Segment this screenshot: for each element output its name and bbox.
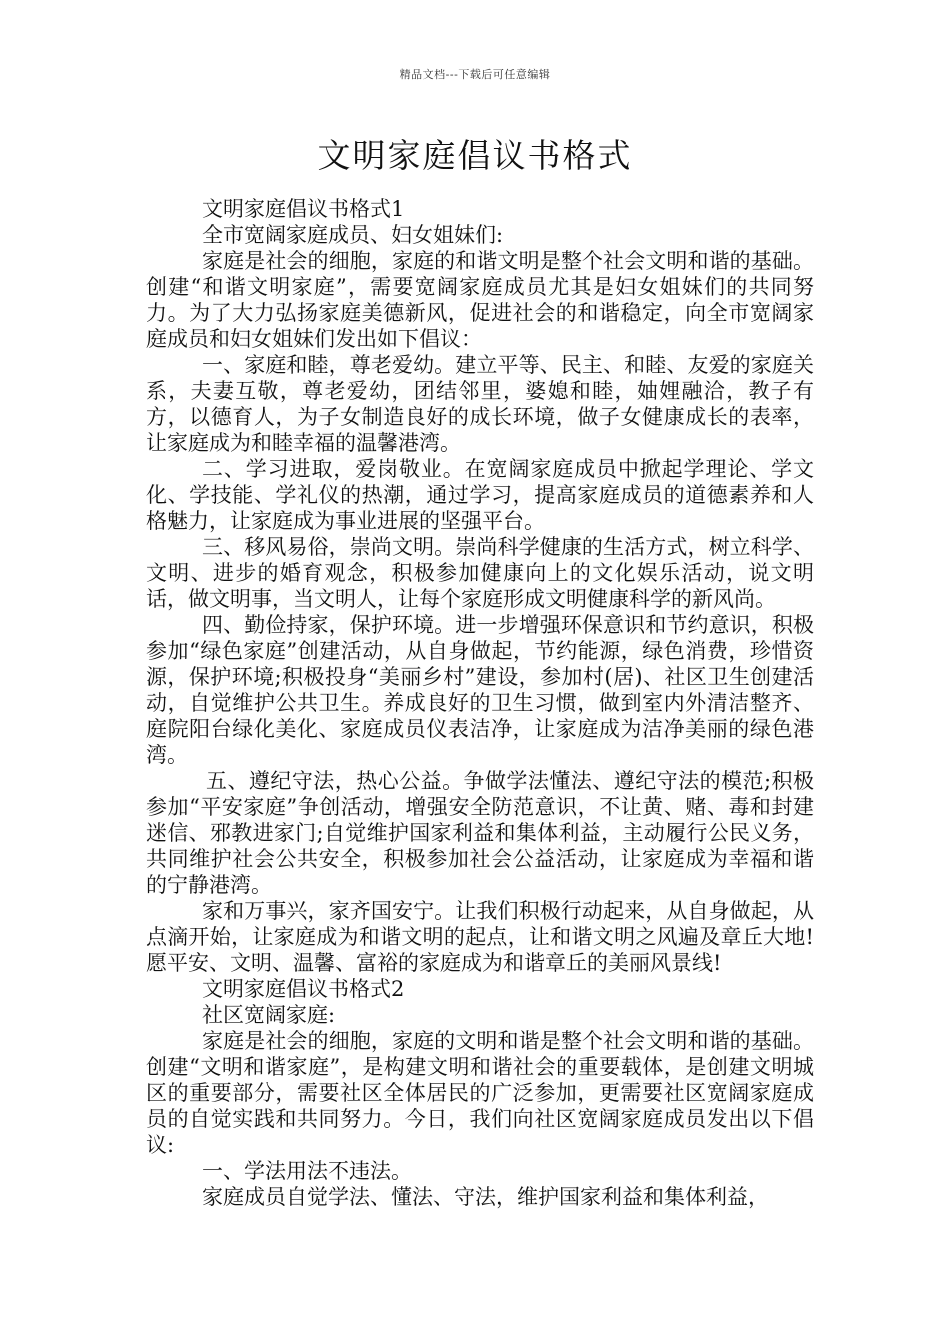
salutation-2: 社区宽阔家庭: <box>202 1003 336 1027</box>
paragraph-closing-1: 家和万事兴，家齐国安宁。让我们积极行动起来，从自身做起，从点滴开始，让家庭成为和谐文明的起点，让和谐文明之风遍及章丘大地!愿平安、文明、温馨、富裕的家庭成为和谐章丘的美丽风景线! <box>146 899 814 975</box>
paragraph-body-continued: 家庭成员自觉学法、懂法、守法，维护国家利益和集体利益， <box>202 1185 769 1209</box>
document-title: 文明家庭倡议书格式 <box>317 136 633 175</box>
paragraph-item-2: 二、学习进取，爱岗敬业。在宽阔家庭成员中掀起学理论、学文化、学技能、学礼仪的热潮，通过学习，提高家庭成员的道德素养和人格魅力，让家庭成为事业进展的坚强平台。 <box>146 457 814 533</box>
paragraph-item-1: 一、家庭和睦，尊老爱幼。建立平等、民主、和睦、友爱的家庭关系，夫妻互敬，尊老爱幼，团结邻里，婆媳和睦，妯娌融洽，教子有方，以德育人，为子女制造良好的成长环境，做子女健康成长的表率，让家庭成为和睦幸福的温馨港湾。 <box>146 353 814 455</box>
header-note: 精品文档---下载后可任意编辑 <box>399 68 551 81</box>
paragraph-item-3: 三、移风易俗，崇尚文明。崇尚科学健康的生活方式，树立科学、文明、进步的婚育观念，积极参加健康向上的文化娱乐活动，说文明话，做文明事，当文明人，让每个家庭形成文明健康科学的新风尚。 <box>146 535 814 611</box>
paragraph-intro-2: 家庭是社会的细胞，家庭的文明和谐是整个社会文明和谐的基础。创建“文明和谐家庭”，是构建文明和谐社会的重要载体，是创建文明城区的重要部分，需要社区全体居民的广泛参加，更需要社区宽阔家庭成员的自觉实践和共同努力。今日，我们向社区宽阔家庭成员发出以下倡议: <box>146 1029 814 1157</box>
paragraph-item-5: 五、遵纪守法，热心公益。争做学法懂法、遵纪守法的模范;积极参加“平安家庭”争创活动，增强安全防范意识，不让黄、赌、毒和封建迷信、邪教进家门;自觉维护国家利益和集体利益，主动履行公民义务，共同维护社会公共安全，积极参加社会公益活动，让家庭成为幸福和谐的宁静港湾。 <box>146 769 814 897</box>
salutation-1: 全市宽阔家庭成员、妇女姐妹们: <box>202 223 504 247</box>
paragraph-subheading-1: 一、学法用法不违法。 <box>202 1159 412 1183</box>
section-heading-2: 文明家庭倡议书格式2 <box>202 977 405 1001</box>
paragraph-item-4: 四、勤俭持家，保护环境。进一步增强环保意识和节约意识，积极参加“绿色家庭”创建活动，从自身做起，节约能源，绿色消费，珍惜资源，保护环境;积极投身“美丽乡村”建设，参加村(居)、社区卫生创建活动，自觉维护公共卫生。养成良好的卫生习惯，做到室内外清洁整齐、庭院阳台绿化美化、家庭成员仪表洁净，让家庭成为洁净美丽的绿色港湾。 <box>146 613 814 767</box>
document-body <box>146 196 814 1210</box>
section-heading-1: 文明家庭倡议书格式1 <box>202 197 405 221</box>
paragraph-intro-1: 家庭是社会的细胞，家庭的和谐文明是整个社会文明和谐的基础。创建“和谐文明家庭”，需要宽阔家庭成员尤其是妇女姐妹们的共同努力。为了大力弘扬家庭美德新风，促进社会的和谐稳定，向全市宽阔家庭成员和妇女姐妹们发出如下倡议： <box>146 249 814 351</box>
